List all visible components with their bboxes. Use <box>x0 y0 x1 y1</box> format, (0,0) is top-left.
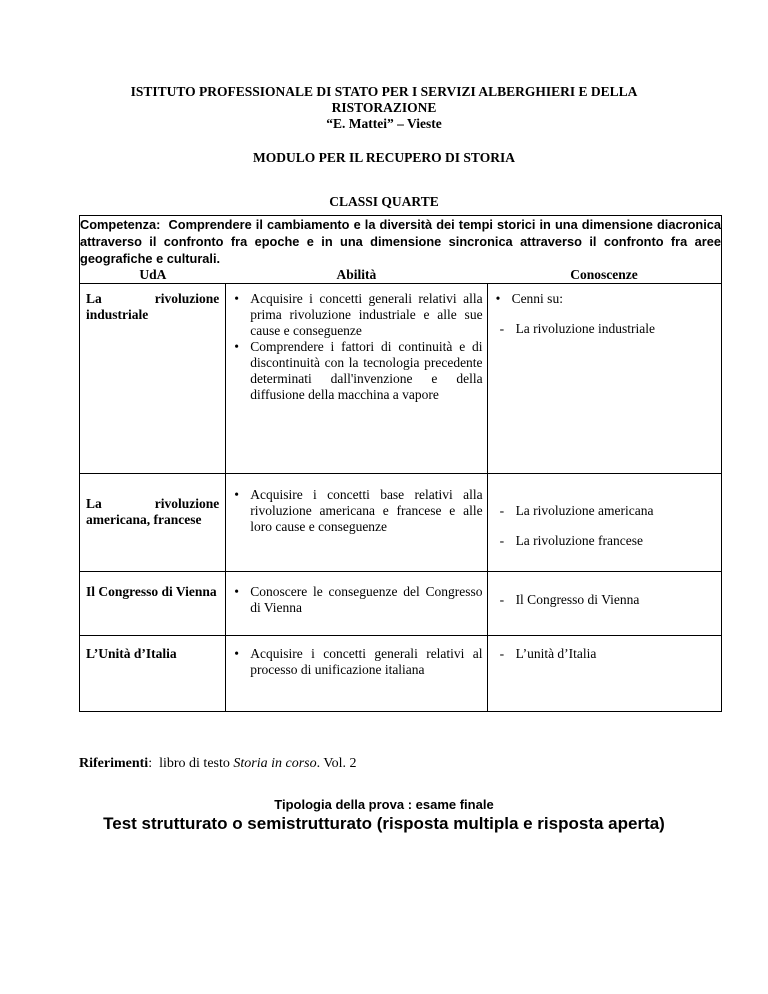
table-row <box>80 572 722 636</box>
list-item: • Acquisire i concetti generali relativi al processo di unificazione italiana <box>234 646 483 677</box>
riferimenti-volume: . Vol. 2 <box>316 756 357 771</box>
abilita-list <box>226 584 486 616</box>
bullet-icon: • <box>234 646 239 661</box>
table-row <box>80 474 722 572</box>
list-item: • Cenni su: <box>495 291 563 306</box>
riferimenti-book: Storia in corso <box>233 756 317 771</box>
institute-line-1: ISTITUTO PROFESSIONALE DI STATO PER I SERVIZI ALBERGHIERI E DELLA <box>130 84 638 99</box>
riferimenti-label: Riferimenti <box>79 756 149 771</box>
bullet-icon: • <box>234 339 239 354</box>
riferimenti: Riferimenti: libro di testo Storia in corso. Vol. 2 <box>79 756 357 771</box>
header-conoscenze: Conoscenze <box>487 267 721 284</box>
module-title: MODULO PER IL RECUPERO DI STORIA <box>253 150 515 165</box>
uda-cell: Il Congresso di Vienna <box>86 584 217 599</box>
list-item: • Acquisire i concetti base relativi alla rivoluzione americana e francese e alle loro cause e conseguenze <box>234 487 483 534</box>
header-uda: UdA <box>80 267 226 284</box>
conoscenza-item: - L’unità d’Italia <box>499 646 597 661</box>
bullet-icon: • <box>234 584 239 599</box>
competenza-cell <box>80 216 722 268</box>
conoscenza-item: - La rivoluzione americana <box>499 503 654 518</box>
classes-title: CLASSI QUARTE <box>329 194 439 209</box>
institute-line-2: RISTORAZIONE <box>331 100 437 115</box>
bullet-icon: • <box>234 487 239 502</box>
riferimenti-text: libro di testo <box>159 756 230 771</box>
conoscenza-item: - La rivoluzione industriale <box>499 321 656 336</box>
list-item: • Acquisire i concetti generali relativi alla prima rivoluzione industriale e alle sue cause e conseguenze <box>234 291 483 338</box>
abilita-list <box>226 291 486 403</box>
institute-line-3: “E. Mattei” – Vieste <box>326 116 442 131</box>
table-row <box>80 636 722 712</box>
abilita-list <box>226 487 486 535</box>
test-description: Test strutturato o semistrutturato (risposta multipla e risposta aperta) <box>103 814 665 833</box>
conoscenza-item: - La rivoluzione francese <box>499 533 643 548</box>
abilita-list <box>226 646 486 678</box>
bullet-icon: • <box>495 291 501 306</box>
list-item: • Comprendere i fattori di continuità e di discontinuità con la tecnologia precedente determinati dall'invenzione e della diffusione della macchina a vapore <box>234 339 483 402</box>
list-item: • Conoscere le conseguenze del Congresso di Vienna <box>234 584 483 615</box>
competenza-label: Competenza: <box>80 217 161 232</box>
module-table <box>79 215 722 712</box>
table-row <box>80 284 722 474</box>
uda-cell: La rivoluzione industriale <box>86 291 220 322</box>
conoscenza-item: - Il Congresso di Vienna <box>499 592 640 607</box>
uda-cell: L’Unità d’Italia <box>86 646 177 661</box>
institute-header <box>0 84 768 132</box>
header-abilita: Abilità <box>226 267 487 284</box>
competenza-text: Comprendere il cambiamento e la diversità dei tempi storici in una dimensione diacronica attraverso il confronto fra epoche e in una dimensione sincronica attraverso il confronto fra aree geografiche e culturali. <box>80 217 721 266</box>
uda-cell: La rivoluzione americana, francese <box>86 496 220 527</box>
tipologia-prova: Tipologia della prova : esame finale <box>274 797 494 812</box>
bullet-icon: • <box>234 291 239 306</box>
